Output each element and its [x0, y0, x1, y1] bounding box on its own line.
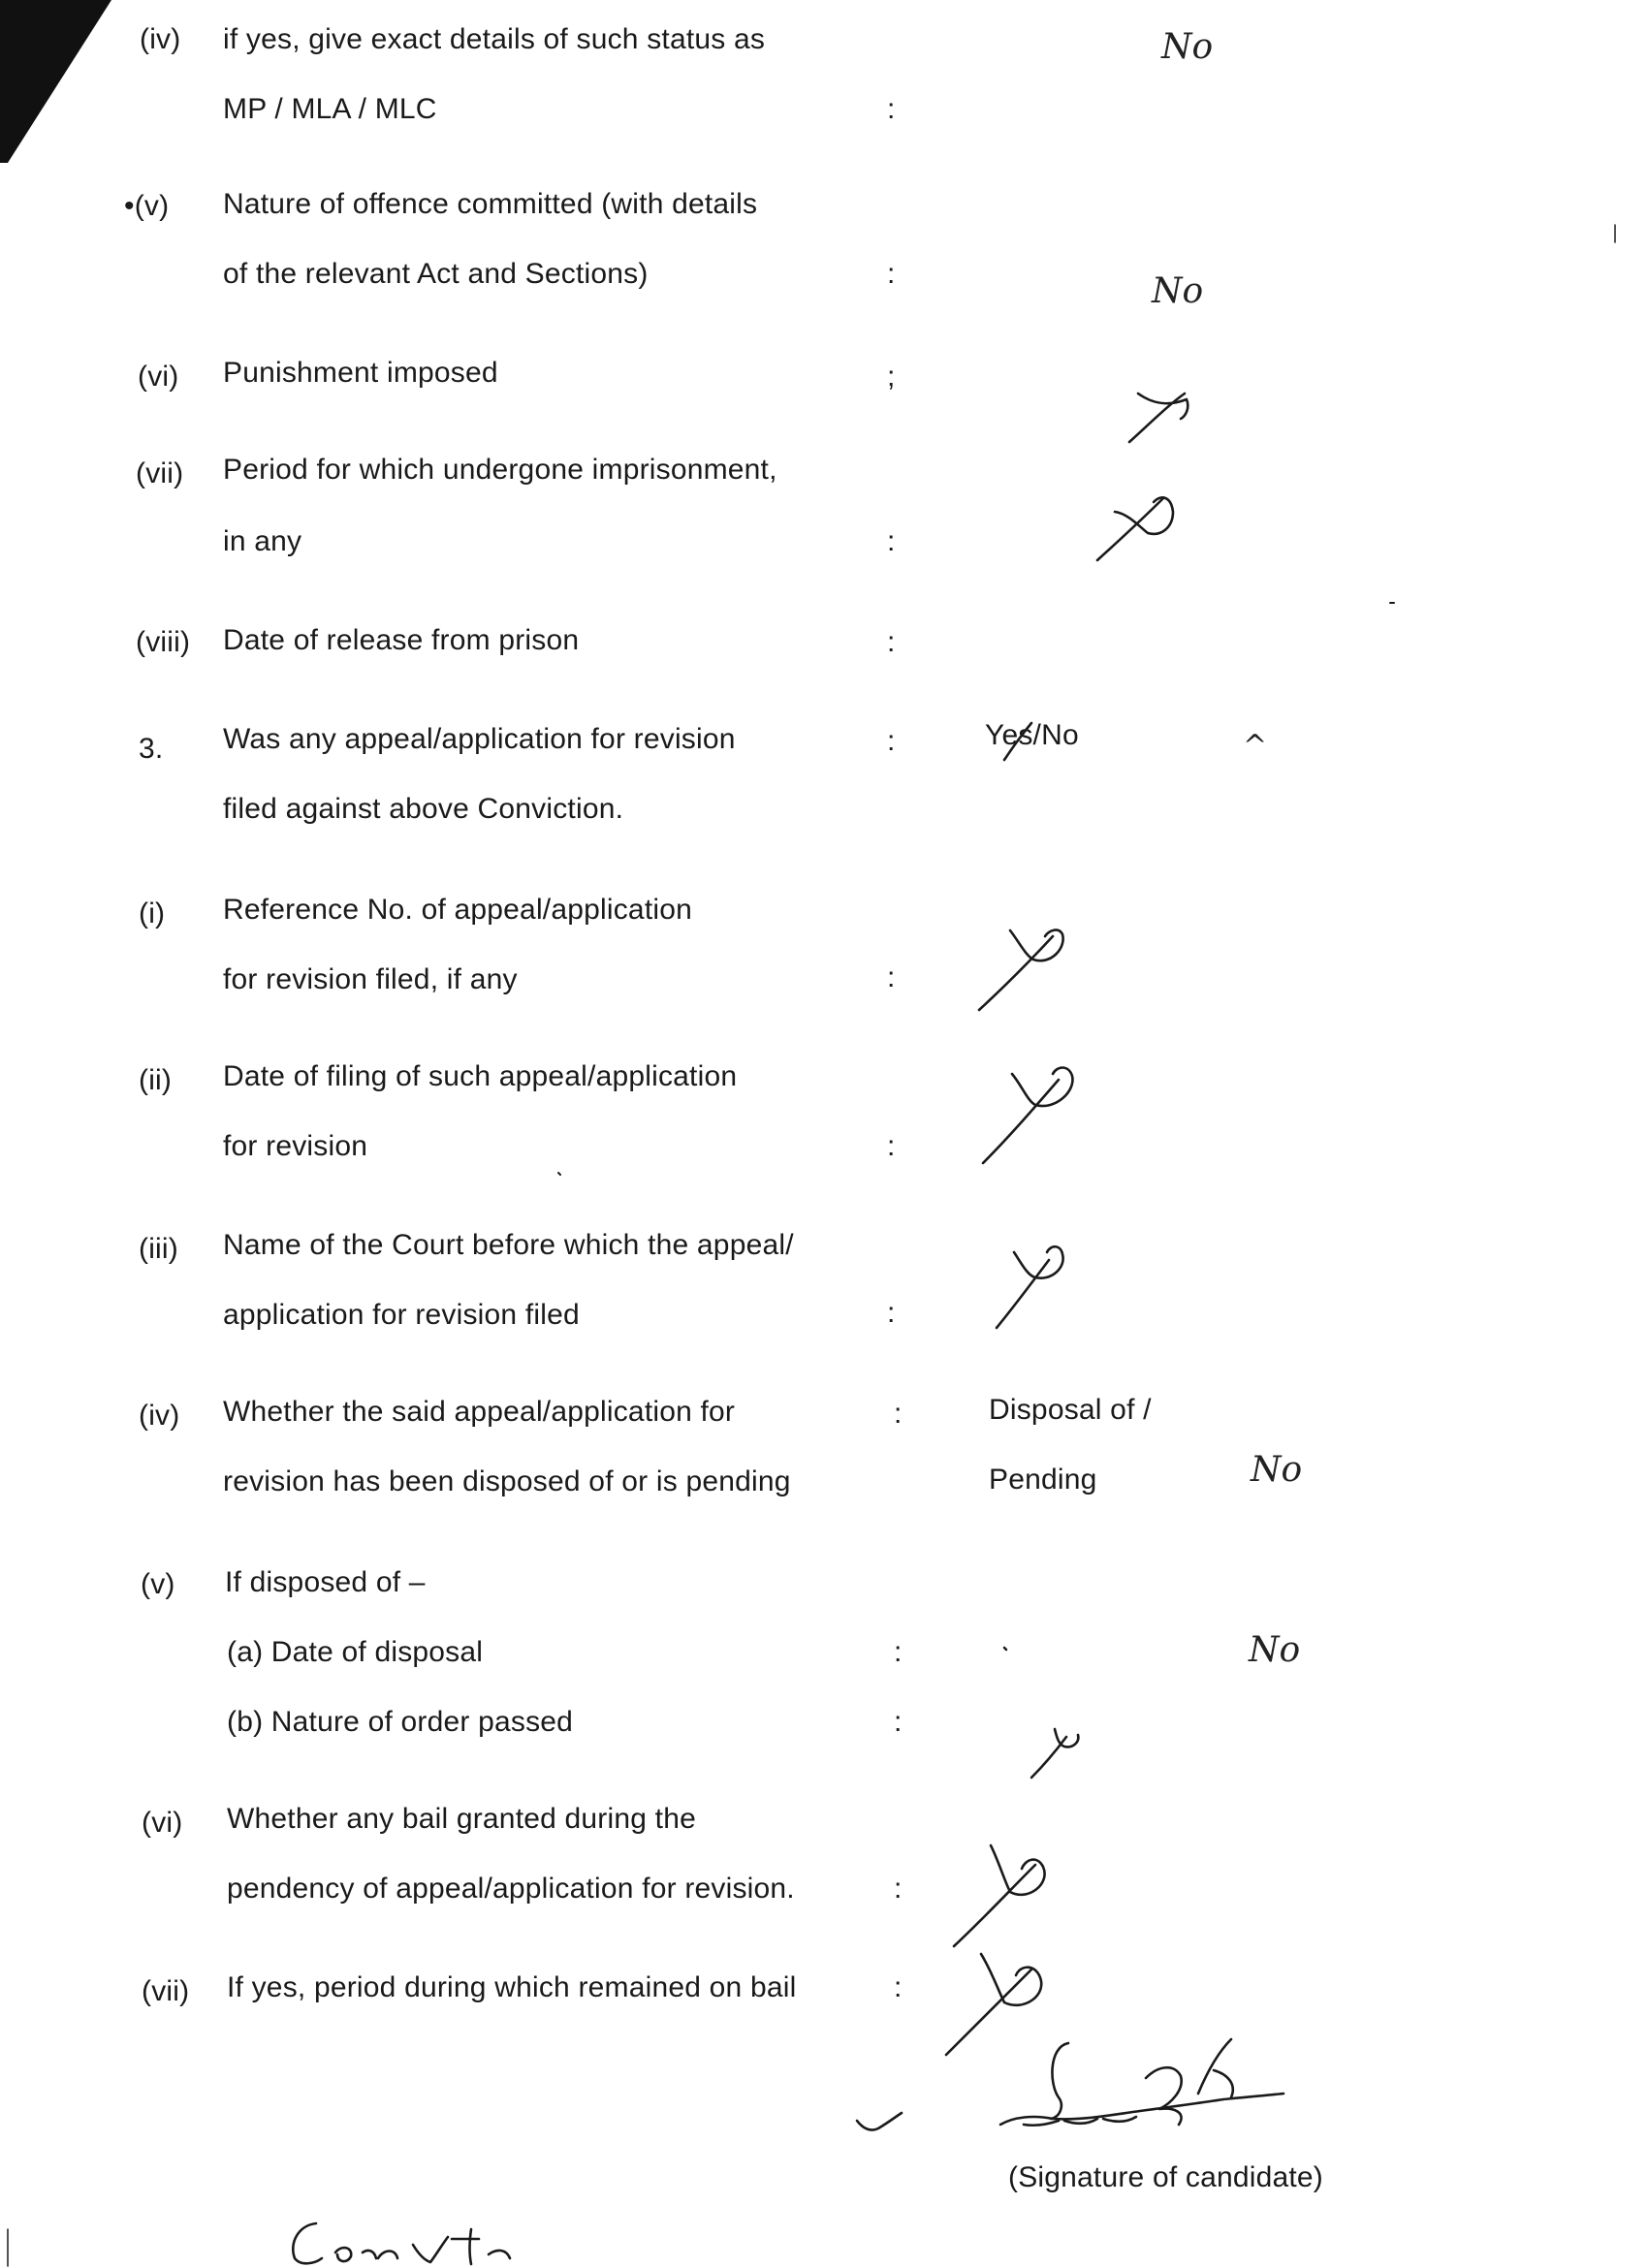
colon: ;	[887, 361, 896, 393]
colon: :	[887, 626, 896, 658]
item-text: Period for which undergone imprisonment,	[223, 454, 777, 486]
item-number: (iv)	[139, 1400, 180, 1432]
item-text: for revision	[223, 1130, 368, 1162]
colon: :	[894, 1706, 903, 1738]
item-number: (ii)	[139, 1064, 173, 1096]
item-text: Name of the Court before which the appeal/	[223, 1229, 794, 1261]
colon: :	[887, 1297, 896, 1329]
item-text: application for revision filed	[223, 1299, 580, 1331]
item-text: for revision filed, if any	[223, 963, 518, 995]
item-number: •(v)	[124, 190, 170, 222]
item-text: Whether the said appeal/application for	[223, 1396, 736, 1428]
item-text: Nature of offence committed (with details	[223, 188, 758, 220]
item-text: MP / MLA / MLC	[223, 93, 437, 125]
item-text: Reference No. of appeal/application	[223, 894, 692, 926]
item-text: Whether any bail granted during the	[227, 1803, 696, 1835]
item-text: of the relevant Act and Sections)	[223, 258, 649, 290]
colon: :	[887, 93, 896, 125]
item-text: If disposed of –	[225, 1566, 426, 1598]
item-number: (vi)	[142, 1807, 183, 1839]
item-number: (iii)	[139, 1233, 178, 1265]
item-text: filed against above Conviction.	[223, 793, 624, 825]
item-text: revision has been disposed of or is pending	[223, 1465, 791, 1497]
colon: :	[894, 1398, 903, 1430]
item-number: 3.	[139, 733, 164, 765]
item-number: (vii)	[136, 457, 184, 489]
item-text: (b) Nature of order passed	[227, 1706, 574, 1738]
item-text: Date of filing of such appeal/application	[223, 1060, 738, 1092]
colon: :	[887, 1130, 896, 1162]
colon: :	[887, 961, 896, 993]
handwritten-answer: No	[1161, 27, 1214, 67]
colon: :	[887, 525, 896, 557]
item-number: (vi)	[138, 361, 179, 393]
signature-label: (Signature of candidate)	[1008, 2161, 1324, 2193]
item-text: Punishment imposed	[223, 357, 498, 389]
item-number: (vii)	[142, 1975, 190, 2007]
colon: :	[894, 1971, 903, 2003]
item-number: (v)	[141, 1568, 175, 1600]
printed-answer-options: Pending	[989, 1464, 1097, 1496]
colon: :	[887, 258, 896, 290]
handwritten-answer: No	[1152, 271, 1204, 311]
item-text: if yes, give exact details of such status as	[223, 23, 766, 55]
item-number: (viii)	[136, 626, 191, 658]
item-text: in any	[223, 525, 302, 557]
handwritten-answer: No	[1249, 1630, 1301, 1670]
item-text: (a) Date of disposal	[227, 1636, 484, 1668]
colon: :	[894, 1873, 903, 1905]
item-text: If yes, period during which remained on bail	[227, 1971, 797, 2003]
handwritten-answer: No	[1251, 1450, 1303, 1490]
colon: :	[887, 725, 896, 757]
item-text: Was any appeal/application for revision	[223, 723, 736, 755]
item-number: (iv)	[140, 23, 181, 55]
item-number: (i)	[139, 898, 166, 929]
colon: :	[894, 1636, 903, 1668]
caret-mark: ^	[1243, 729, 1268, 763]
printed-answer-options: Disposal of /	[989, 1394, 1152, 1426]
item-text: Date of release from prison	[223, 624, 580, 656]
item-text: pendency of appeal/application for revision.	[227, 1873, 795, 1905]
printed-answer-options: Yes/No	[985, 719, 1079, 751]
